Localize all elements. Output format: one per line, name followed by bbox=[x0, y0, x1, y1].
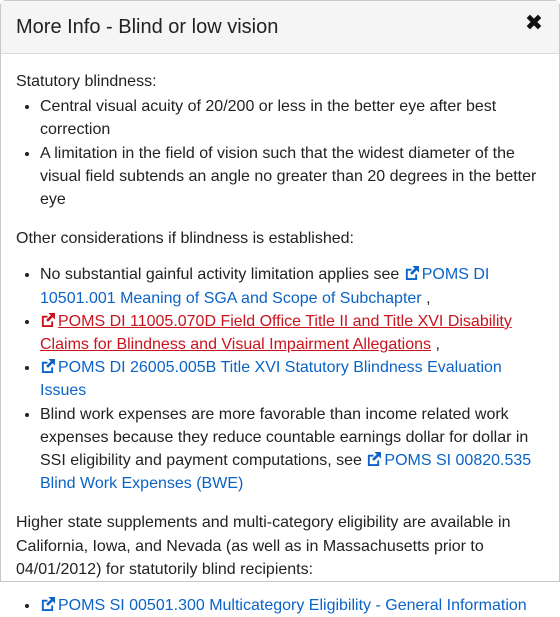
list-item bbox=[40, 594, 544, 617]
statutory-blindness-list bbox=[16, 95, 544, 211]
list-item: • Central visual acuity of 20/200 or less in the better eye after best correction bbox=[40, 95, 544, 141]
dialog-body bbox=[1, 54, 559, 617]
list-item bbox=[40, 356, 544, 402]
dialog-title: More Info - Blind or low vision bbox=[16, 16, 279, 38]
external-link-icon bbox=[40, 597, 55, 611]
external-link-icon bbox=[40, 313, 55, 327]
poms-di-10501-link-label: POMS DI 10501.001 Meaning of SGA and Scope of Subchapter bbox=[40, 266, 490, 307]
poms-di-11005-link[interactable] bbox=[40, 313, 512, 353]
dialog-header bbox=[1, 1, 559, 54]
external-link-icon bbox=[40, 359, 55, 373]
close-icon: ✖ bbox=[524, 11, 544, 36]
list-item bbox=[40, 310, 544, 356]
state-supplements-list bbox=[16, 594, 544, 617]
other-considerations-list bbox=[16, 263, 544, 495]
list-item: • A limitation in the field of vision such that the widest diameter of the visual field subtends an angle no greater than 20 degrees in the better eye bbox=[40, 142, 544, 212]
list-item bbox=[40, 403, 544, 496]
external-link-icon bbox=[404, 266, 419, 280]
section-other-considerations-title: Other considerations if blindness is established: bbox=[16, 230, 354, 248]
sga-text: No substantial gainful activity limitation applies see bbox=[40, 266, 400, 284]
poms-si-00501-link[interactable] bbox=[40, 597, 527, 614]
separator-comma: , bbox=[421, 289, 431, 307]
poms-si-00501-link-label: POMS SI 00501.300 Multicategory Eligibility - General Information bbox=[58, 597, 527, 615]
separator-comma: , bbox=[431, 336, 440, 354]
section-state-supplements-title: Higher state supplements and multi-category eligibility are available in California, Iowa, and Nevada (as well as in Massachusetts prior to 04/01/2012) for statutorily blind recipients: bbox=[16, 514, 511, 578]
close-button[interactable] bbox=[523, 11, 545, 37]
poms-di-26005-link-label: POMS DI 26005.005B Title XVI Statutory Blindness Evaluation Issues bbox=[40, 359, 502, 400]
poms-di-26005-link[interactable] bbox=[40, 359, 502, 399]
list-item bbox=[40, 263, 544, 309]
section-statutory-blindness-title: Statutory blindness: bbox=[16, 73, 157, 90]
external-link-icon bbox=[366, 452, 381, 466]
poms-si-00820-link-label: POMS SI 00820.535 Blind Work Expenses (BWE) bbox=[40, 452, 532, 493]
bwe-text: Blind work expenses are more favorable than income related work expenses because they reduce countable earnings dollar for dollar in SSI eligibility and payment computations, see bbox=[40, 405, 529, 470]
poms-di-11005-link-label: POMS DI 11005.070D Field Office Title II and Title XVI Disability Claims for Blindness and Visual Impairment Allegations bbox=[40, 312, 512, 354]
